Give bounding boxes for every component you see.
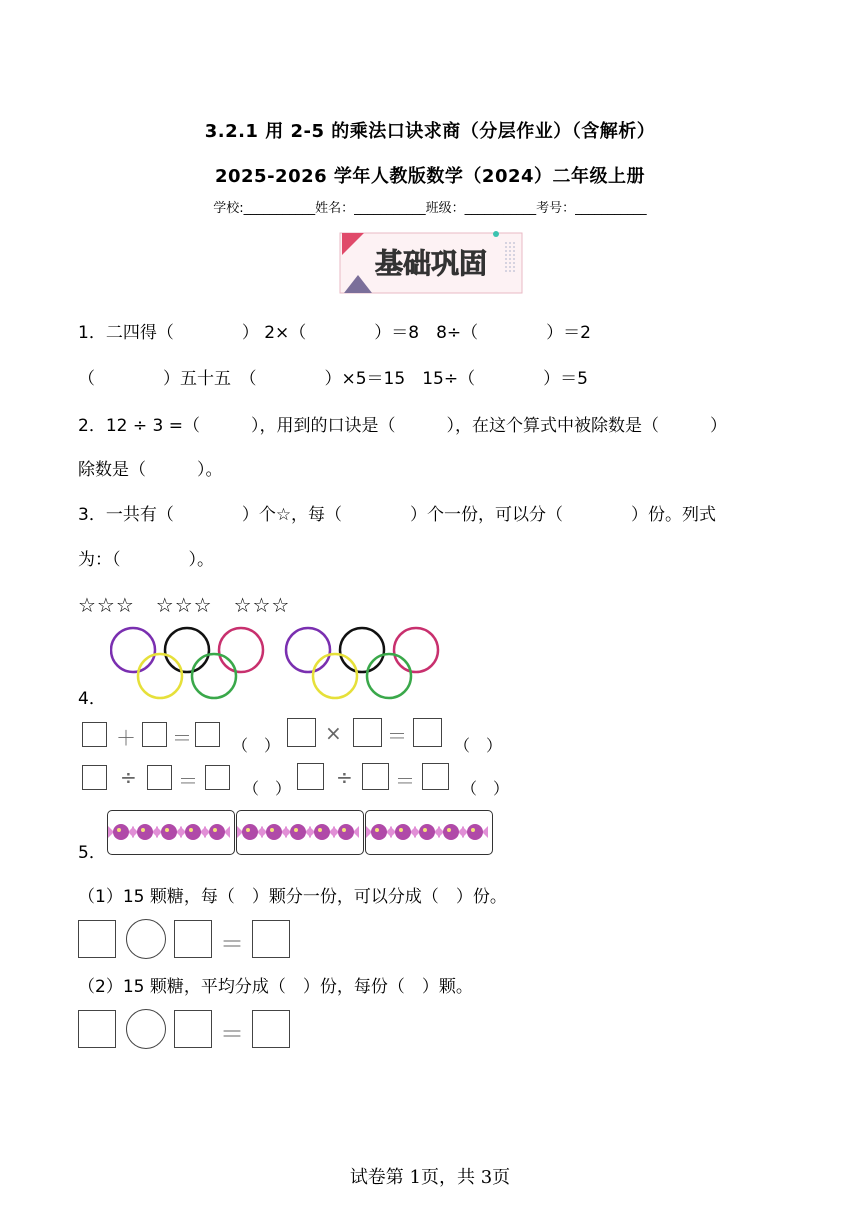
question-1-line-1: 1．二四得（ ） 2×（ ）＝8 8÷（ ）＝2 bbox=[78, 323, 591, 343]
ring-purple-2 bbox=[286, 628, 330, 672]
ring-yellow-1 bbox=[138, 654, 182, 698]
candy-icon bbox=[414, 824, 440, 840]
equals-sign: ＝ bbox=[220, 1020, 244, 1048]
answer-box[interactable] bbox=[78, 920, 116, 958]
answer-box[interactable] bbox=[195, 722, 220, 747]
question-5-label: 5． bbox=[78, 843, 106, 863]
doc-title: 3.2.1 用 2-5 的乘法口诀求商（分层作业）（含解析） bbox=[204, 121, 656, 142]
candy-icon bbox=[204, 824, 230, 840]
candy-icon bbox=[333, 824, 359, 840]
equals-sign: ＝ bbox=[220, 930, 244, 958]
olympic-rings-figure bbox=[110, 626, 440, 702]
answer-box[interactable] bbox=[287, 718, 316, 747]
answer-box[interactable] bbox=[174, 1010, 212, 1048]
ring-black-2 bbox=[340, 628, 384, 672]
answer-paren[interactable]: （ ） bbox=[454, 736, 503, 755]
answer-box[interactable] bbox=[142, 722, 167, 747]
candy-icon bbox=[132, 824, 158, 840]
answer-box[interactable] bbox=[362, 763, 389, 790]
answer-paren[interactable]: （ ） bbox=[232, 736, 281, 755]
question-2-line-2: 除数是（ ）。 bbox=[78, 460, 223, 480]
candy-icon bbox=[261, 824, 287, 840]
operator-circle[interactable] bbox=[126, 919, 166, 959]
ring-black-1 bbox=[165, 628, 209, 672]
page-footer: 试卷第 1页，共 3页 bbox=[349, 1167, 511, 1188]
candy-icon bbox=[285, 824, 311, 840]
answer-paren[interactable]: （ ） bbox=[243, 779, 292, 798]
candy-icon bbox=[156, 824, 182, 840]
candy-icon bbox=[462, 824, 488, 840]
ring-purple-1 bbox=[111, 628, 155, 672]
answer-paren[interactable]: （ ） bbox=[461, 779, 510, 798]
question-3-stars: ☆☆☆ ☆☆☆ ☆☆☆ bbox=[78, 593, 291, 617]
equals-sign: ＝ bbox=[387, 724, 407, 748]
times-sign: × bbox=[325, 721, 342, 745]
candy-icon bbox=[438, 824, 464, 840]
divide-sign: ÷ bbox=[120, 765, 137, 789]
answer-box[interactable] bbox=[422, 763, 449, 790]
answer-box[interactable] bbox=[205, 765, 230, 790]
question-4-label: 4． bbox=[78, 689, 106, 709]
answer-box[interactable] bbox=[82, 722, 107, 747]
doc-subtitle: 2025-2026 学年人教版数学（2024）二年级上册 bbox=[214, 166, 646, 187]
candy-icon bbox=[366, 824, 392, 840]
question-3-line-2: 为：（ ）。 bbox=[78, 550, 214, 570]
question-5-sub-2: （2）15 颗糖，平均分成（ ）份，每份（ ）颗。 bbox=[78, 977, 473, 997]
ring-pink-1 bbox=[219, 628, 263, 672]
operator-circle[interactable] bbox=[126, 1009, 166, 1049]
candy-figure bbox=[107, 810, 493, 856]
answer-box[interactable] bbox=[147, 765, 172, 790]
ring-green-1 bbox=[192, 654, 236, 698]
banner-text: 基础巩固 bbox=[374, 247, 488, 280]
equals-sign: ＝ bbox=[172, 726, 192, 750]
equals-sign: ＝ bbox=[178, 769, 198, 793]
ring-yellow-2 bbox=[313, 654, 357, 698]
answer-box[interactable] bbox=[174, 920, 212, 958]
plus-sign: ＋ bbox=[116, 726, 136, 750]
answer-box[interactable] bbox=[297, 763, 324, 790]
equals-sign: ＝ bbox=[395, 769, 415, 793]
candy-icon bbox=[237, 824, 263, 840]
ring-pink-2 bbox=[394, 628, 438, 672]
question-3-line-1: 3．一共有（ ）个☆，每（ ）个一份，可以分（ ）份。列式 bbox=[78, 505, 717, 525]
candy-icon bbox=[390, 824, 416, 840]
question-5-sub-1: （1）15 颗糖，每（ ）颗分一份，可以分成（ ）份。 bbox=[78, 887, 507, 907]
candy-icon bbox=[108, 824, 134, 840]
candy-icon bbox=[180, 824, 206, 840]
ring-green-2 bbox=[367, 654, 411, 698]
question-2-line-1: 2．12 ÷ 3 =（ ），用到的口诀是（ ），在这个算式中被除数是（ ） bbox=[78, 416, 727, 436]
answer-box[interactable] bbox=[252, 1010, 290, 1048]
answer-box[interactable] bbox=[78, 1010, 116, 1048]
answer-box[interactable] bbox=[413, 718, 442, 747]
question-1-line-2: （ ）五十五 （ ）×5＝15 15÷（ ）＝5 bbox=[78, 369, 588, 389]
answer-box[interactable] bbox=[353, 718, 382, 747]
answer-box[interactable] bbox=[82, 765, 107, 790]
divide-sign: ÷ bbox=[336, 765, 353, 789]
candy-icon bbox=[309, 824, 335, 840]
student-info-line: 学校:___________姓名：___________班级：___________考号：___________ bbox=[213, 201, 647, 216]
section-banner bbox=[338, 229, 524, 295]
answer-box[interactable] bbox=[252, 920, 290, 958]
